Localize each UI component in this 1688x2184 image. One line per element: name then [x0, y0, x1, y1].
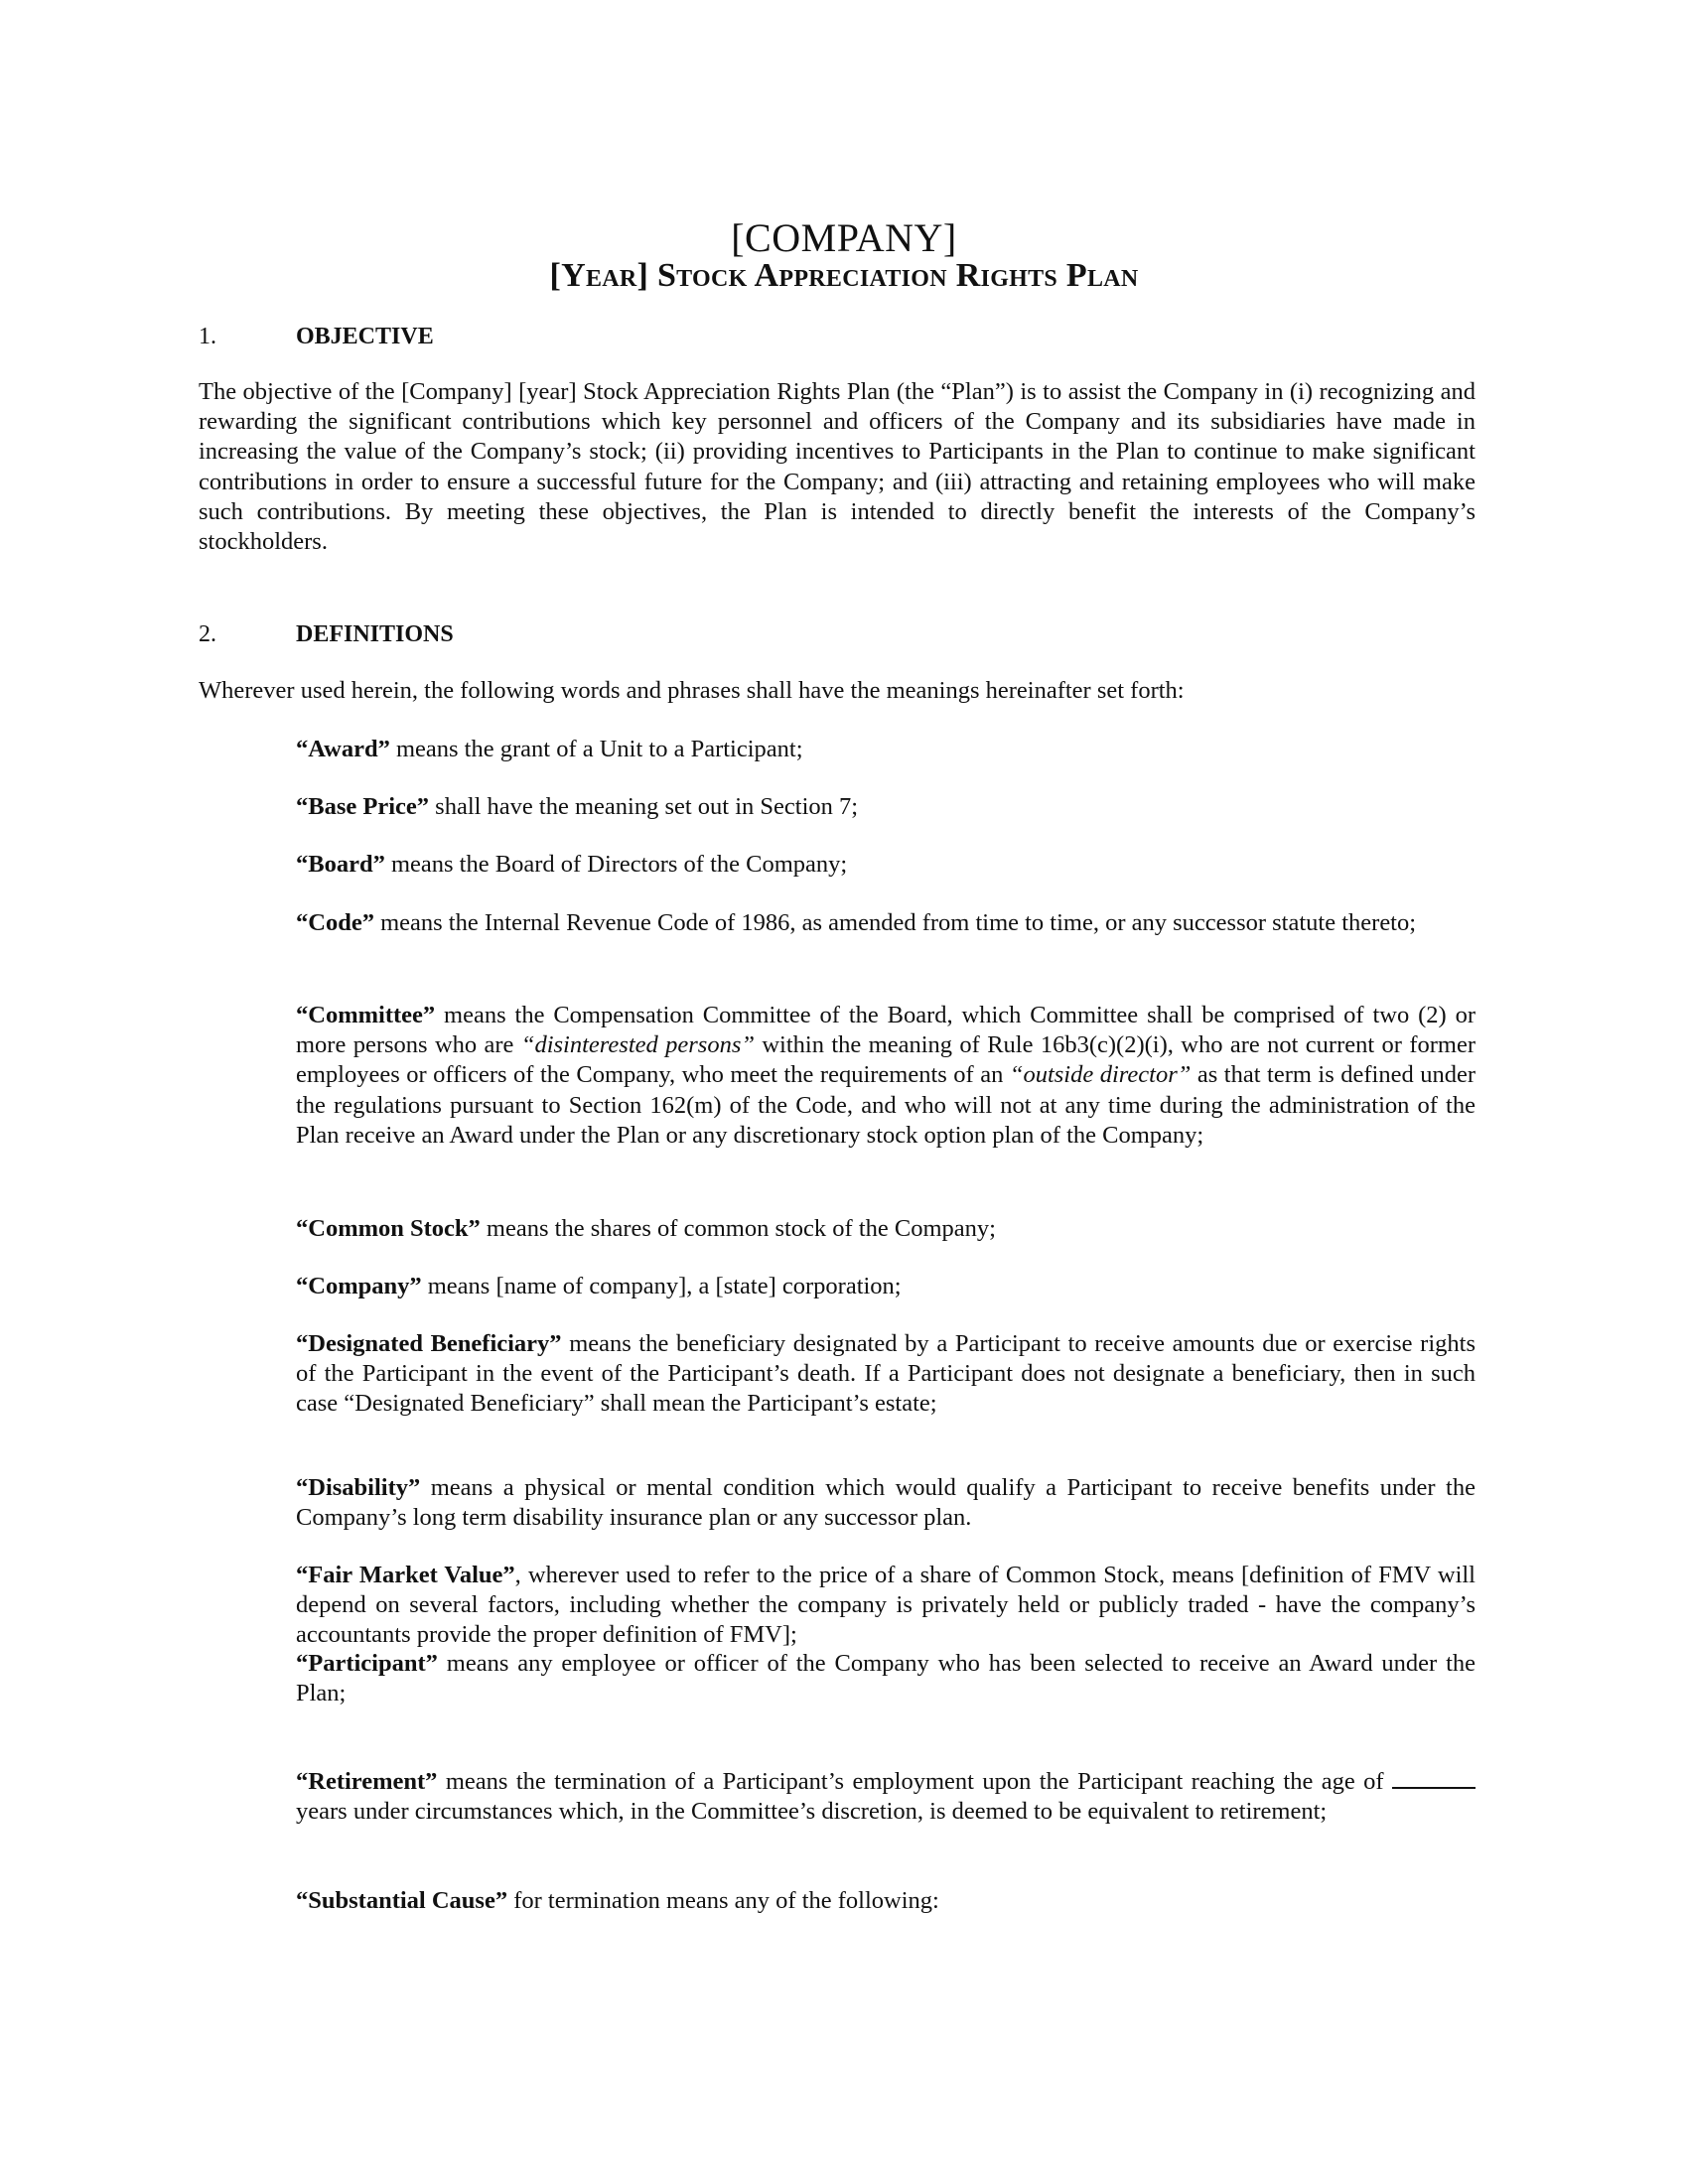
italic-term: “outside director”	[1009, 1061, 1192, 1089]
defined-term: “Base Price”	[296, 793, 430, 820]
definitions-intro: Wherever used herein, the following words and phrases shall have the meanings hereinafter set forth:	[199, 677, 1185, 704]
defined-term: “Retirement”	[296, 1768, 438, 1795]
definition-substantial-cause: “Substantial Cause” for termination means any of the following:	[296, 1887, 939, 1914]
definition-committee: “Committee” means the Compensation Committee of the Board, which Committee shall be comprised of two (2) or more persons who are “disinterested persons” within the meaning of Rule 16b3(c)(2)(i), who are not current or former employees or officers of the Company, who meet the requirements of an “outside director” as that term is defined under the regulations pursuant to Section 162(m) of the Code, and who will not at any time during the administration of the Plan receive an Award under the Plan or any discretionary stock option plan of the Company;	[296, 1002, 1476, 1149]
age-blank-line	[1392, 1769, 1476, 1789]
company-title: [COMPANY]	[731, 215, 957, 260]
defined-term: “Participant”	[296, 1650, 438, 1677]
definition-disability: “Disability” means a physical or mental condition which would qualify a Participant to receive benefits under the Company’s long term disability insurance plan or any successor plan.	[296, 1474, 1476, 1532]
defined-term: “Common Stock”	[296, 1215, 481, 1242]
definition-participant: “Participant” means any employee or officer of the Company who has been selected to receive an Award under the Plan;	[296, 1650, 1476, 1707]
section-number: 1.	[199, 324, 216, 349]
section-heading-objective	[199, 324, 434, 350]
section-title: OBJECTIVE	[296, 324, 434, 349]
definition-designated-beneficiary: “Designated Beneficiary” means the beneficiary designated by a Participant to receive amounts due or exercise rights of the Participant in the event of the Participant’s death. If a Participant does not designate a beneficiary, then in such case “Designated Beneficiary” shall mean the Participant’s estate;	[296, 1330, 1476, 1418]
defined-term: “Board”	[296, 851, 385, 878]
definition-retirement: “Retirement” means the termination of a Participant’s employment upon the Participant reaching the age of years under circumstances which, in the Committee’s discretion, is deemed to be equivalent to retirement;	[296, 1767, 1476, 1827]
section-title: DEFINITIONS	[296, 621, 454, 647]
definition-board: “Board” means the Board of Directors of the Company;	[296, 851, 848, 878]
definition-code: “Code” means the Internal Revenue Code of 1986, as amended from time to time, or any successor statute thereto;	[296, 909, 1417, 936]
defined-term: “Committee”	[296, 1002, 436, 1028]
definition-base-price: “Base Price” shall have the meaning set out in Section 7;	[296, 793, 859, 820]
italic-term: “disinterested persons”	[520, 1031, 755, 1059]
section-number: 2.	[199, 621, 216, 647]
definition-fair-market-value: “Fair Market Value”, wherever used to refer to the price of a share of Common Stock, means [definition of FMV will depend on several factors, including whether the company is privately held or publicly traded - have the company’s accountants provide the proper definition of FMV];	[296, 1562, 1476, 1649]
definition-common-stock: “Common Stock” means the shares of common stock of the Company;	[296, 1215, 996, 1242]
defined-term: “Code”	[296, 909, 374, 936]
defined-term: “Award”	[296, 736, 390, 762]
defined-term: “Company”	[296, 1273, 422, 1299]
plan-title: [Year] Stock Appreciation Rights Plan	[549, 257, 1139, 294]
defined-term: “Disability”	[296, 1474, 421, 1501]
defined-term: “Substantial Cause”	[296, 1887, 508, 1914]
defined-term: “Designated Beneficiary”	[296, 1330, 562, 1357]
definition-company: “Company” means [name of company], a [state] corporation;	[296, 1273, 902, 1299]
section-heading-definitions	[199, 621, 454, 648]
defined-term: “Fair Market Value”	[296, 1562, 515, 1588]
definition-award: “Award” means the grant of a Unit to a Participant;	[296, 736, 803, 762]
objective-paragraph: The objective of the [Company] [year] Stock Appreciation Rights Plan (the “Plan”) is to assist the Company in (i) recognizing and rewarding the significant contributions which key personnel and officers of the Company and its subsidiaries have made in increasing the value of the Company’s stock; (ii) providing incentives to Participants in the Plan to continue to make significant contributions in order to ensure a successful future for the Company; and (iii) attracting and retaining employees who will make such contributions. By meeting these objectives, the Plan is intended to directly benefit the interests of the Company’s stockholders.	[199, 378, 1476, 556]
